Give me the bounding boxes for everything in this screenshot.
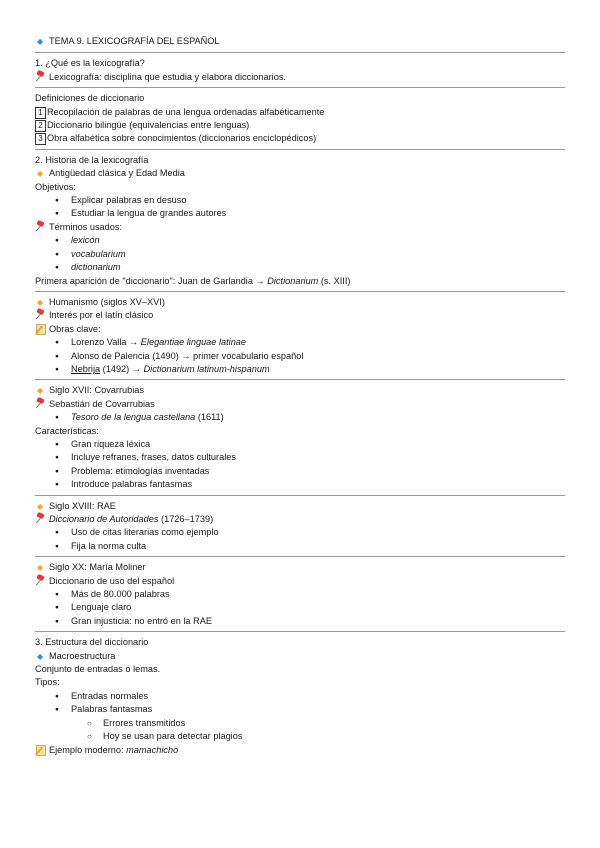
list-item: ● Gran riqueza léxica <box>35 438 565 451</box>
pushpin-icon <box>35 309 46 320</box>
caracteristicas-list <box>35 438 565 492</box>
list-item: ● Gran injusticia: no entró en la RAE <box>35 615 565 628</box>
blue-diamond-icon: ◆ <box>37 37 44 46</box>
divider <box>35 631 565 632</box>
blue-diamond-icon: ◆ <box>37 651 44 661</box>
siglo-xx-heading: ◆ Siglo XX: María Moliner <box>35 561 565 574</box>
section-2-heading: 2. Historia de la lexicografía <box>35 154 149 165</box>
list-item: ● vocabularium <box>35 248 565 261</box>
orange-diamond-icon: ◆ <box>37 501 44 511</box>
subsection-antiguedad: ◆ Antigüedad clásica y Edad Media <box>35 167 565 180</box>
siglo-xvii-heading: ◆ Siglo XVII: Covarrubias <box>35 384 565 397</box>
list-item: ● Fija la norma culta <box>35 540 565 553</box>
macroestructura-definition: Conjunto de entradas o lemas. <box>35 664 161 675</box>
nebrija-link[interactable]: Nebrija <box>71 363 101 374</box>
autoridades-work: Diccionario de Autoridades (1726–1739) <box>35 513 565 526</box>
list-item: ● Lenguaje claro <box>35 601 565 614</box>
section-1-question: 1. ¿Qué es la lexicografía? <box>35 58 145 69</box>
terminos-label: Términos usados: <box>35 221 565 234</box>
obras-label: Obras clave: <box>35 323 565 336</box>
divider <box>35 87 565 88</box>
definition-item: 2 Diccionario bilingüe (equivalencias entre lenguas) <box>35 119 565 132</box>
divider <box>35 291 565 292</box>
definition-item: 3 Obra alfabética sobre conocimientos (diccionarios enciclopédicos) <box>35 132 565 145</box>
orange-diamond-icon: ◆ <box>37 169 44 179</box>
humanismo-heading: ◆ Humanismo (siglos XV–XVI) <box>35 296 565 309</box>
list-item: ● Incluye refranes, frases, datos culturales <box>35 451 565 464</box>
divider <box>35 379 565 380</box>
divider <box>35 52 565 53</box>
terminos-list <box>35 234 565 274</box>
objetivos-label: Objetivos: <box>35 181 76 192</box>
list-item: ● Explicar palabras en desuso <box>35 194 565 207</box>
orange-diamond-icon: ◆ <box>37 386 44 396</box>
covarrubias-work-list <box>35 411 565 424</box>
orange-diamond-icon: ◆ <box>37 297 44 307</box>
list-item: ● Uso de citas literarias como ejemplo <box>35 526 565 539</box>
definition-item: 1 Recopilación de palabras de una lengua ordenadas alfabéticamente <box>35 106 565 119</box>
fantasmas-sublist <box>35 717 565 744</box>
definitions-heading: Definiciones de diccionario <box>35 93 145 104</box>
list-item: ● Nebrija (1492) → Dictionarium latinum-hispanum <box>35 363 565 376</box>
ejemplo-moderno: Ejemplo moderno: mamachicho <box>35 744 565 757</box>
divider <box>35 556 565 557</box>
pushpin-icon <box>35 575 46 586</box>
list-item: ● Palabras fantasmas <box>35 703 565 716</box>
obras-list <box>35 336 565 376</box>
section-3-heading: 3. Estructura del diccionario <box>35 637 149 648</box>
siglo-xviii-heading: ◆ Siglo XVIII: RAE <box>35 500 565 513</box>
pushpin-icon <box>35 221 46 232</box>
divider <box>35 495 565 496</box>
list-item: ● dictionarium <box>35 261 565 274</box>
memo-icon <box>35 744 46 755</box>
list-item: ● Más de 80.000 palabras <box>35 588 565 601</box>
list-item: ● lexicón <box>35 234 565 247</box>
document-title: ◆ TEMA 9. LEXICOGRAFÍA DEL ESPAÑOL <box>35 35 565 48</box>
objetivos-list <box>35 194 565 221</box>
list-item: ● Tesoro de la lengua castellana (1611) <box>35 411 565 424</box>
list-item: ● Lorenzo Valla → Elegantiae linguae latinae <box>35 336 565 349</box>
keycap-1-icon: 1 <box>35 107 46 119</box>
caracteristicas-label: Características: <box>35 425 99 436</box>
divider <box>35 149 565 150</box>
pushpin-icon <box>35 71 46 82</box>
list-item: ● Entradas normales <box>35 690 565 703</box>
keycap-2-icon: 2 <box>35 120 46 132</box>
list-item: ● Estudiar la lengua de grandes autores <box>35 207 565 220</box>
moliner-work: Diccionario de uso del español <box>35 575 565 588</box>
primera-aparicion: Primera aparición de "diccionario": Juan de Garlandia → Dictionarium (s. XIII) <box>35 275 351 286</box>
list-item: ○ Errores transmitidos <box>35 717 565 730</box>
pushpin-icon <box>35 398 46 409</box>
lexicografia-definition: Lexicografía: disciplina que estudia y elabora diccionarios. <box>35 71 565 84</box>
pushpin-icon <box>35 513 46 524</box>
humanismo-interest: Interés por el latín clásico <box>35 309 565 322</box>
document-page <box>35 35 565 757</box>
list-item: ● Problema: etimologías inventadas <box>35 465 565 478</box>
macroestructura-subheading: ◆ Macroestructura <box>35 650 565 663</box>
tipos-label: Tipos: <box>35 677 60 688</box>
list-item: ● Alonso de Palencia (1490) → primer vocabulario español <box>35 350 565 363</box>
keycap-3-icon: 3 <box>35 133 46 145</box>
list-item: ○ Hoy se usan para detectar plagios <box>35 730 565 743</box>
moliner-features-list <box>35 588 565 628</box>
rae-features-list <box>35 526 565 553</box>
list-item: ● Introduce palabras fantasmas <box>35 478 565 491</box>
tipos-list <box>35 690 565 717</box>
covarrubias-author: Sebastián de Covarrubias <box>35 398 565 411</box>
memo-icon <box>35 323 46 334</box>
orange-diamond-icon: ◆ <box>37 563 44 573</box>
